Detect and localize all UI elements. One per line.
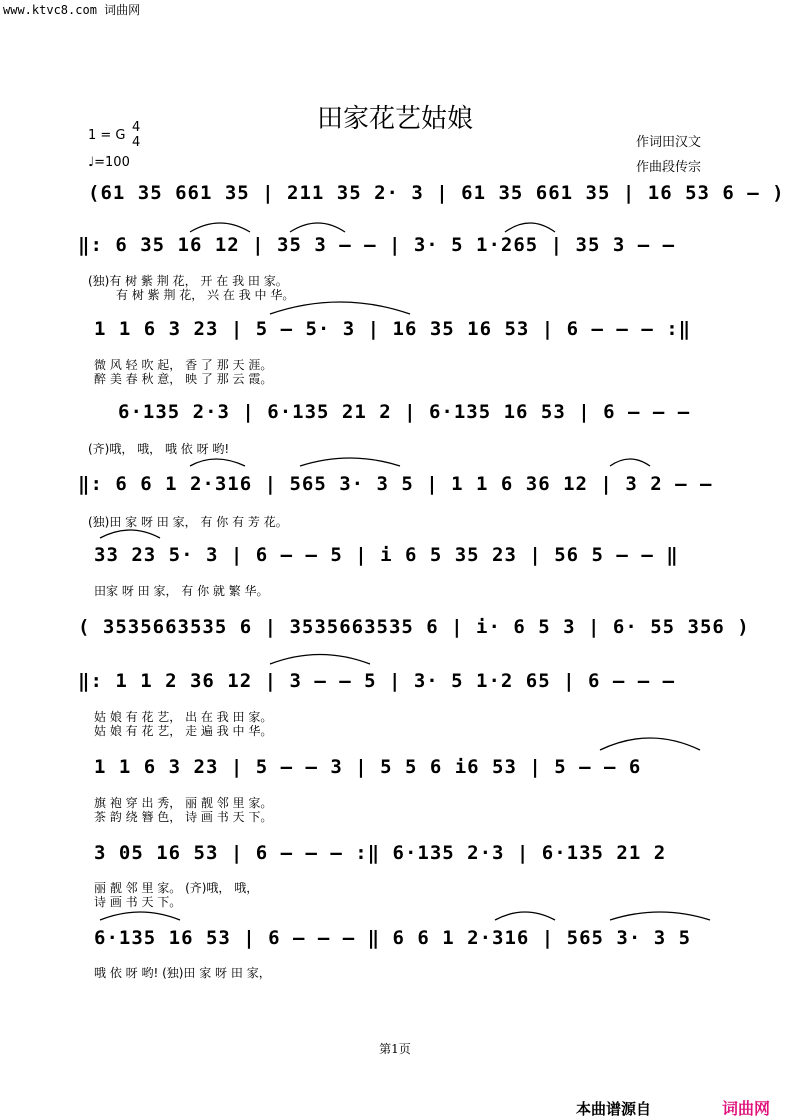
lyric-line: 醉 美 春 秋 意， 映 了 那 云 霞。 (94, 372, 273, 386)
lyric-line: 旗 袍 穿 出 秀， 丽 靓 邻 里 家。 (94, 796, 273, 810)
score-line: 1 1 6 3 23 | 5 – 5· 3 | 16 35 16 53 | 6 – – – :‖ (94, 318, 692, 340)
score-line: ( 3535663535 6 | 3535663535 6 | i· 6 5 3 | 6· 55 356 ) (78, 616, 750, 638)
lyric-line: (独)有 树 紫 荆 花， 开 在 我 田 家。 (88, 274, 288, 288)
slur-arc (100, 912, 180, 920)
lyric-line: (齐)哦， 哦， 哦 依 呀 哟! (88, 442, 230, 456)
lyric-line: 诗 画 书 天 下。 (94, 895, 182, 909)
slur-arc (100, 530, 160, 538)
score-line: (61 35 661 35 | 211 35 2· 3 | 61 35 661 35 | 16 53 6 – ) (88, 182, 785, 204)
score-line: ‖: 6 35 16 12 | 35 3 – – | 3· 5 1·265 | 35 3 – – (78, 234, 676, 256)
lyric-line: 丽 靓 邻 里 家。 (齐)哦， 哦， (94, 881, 259, 895)
score-line: ‖: 1 1 2 36 12 | 3 – – 5 | 3· 5 1·2 65 | 6 – – – (78, 670, 676, 692)
lyric-line: 哦 依 呀 哟! (独)田 家 呀 田 家， (94, 966, 271, 980)
lyric-line: 姑 娘 有 花 艺， 走 遍 我 中 华。 (94, 724, 273, 738)
slur-arc (190, 459, 245, 466)
slur-arc (300, 458, 400, 466)
meter-bottom: 4 (132, 135, 141, 150)
source-label: 本曲谱源自 (576, 1100, 652, 1118)
slur-arc (505, 223, 555, 232)
slur-arc (270, 655, 370, 665)
slur-arc (610, 459, 650, 466)
page-number: 第1页 (379, 1042, 411, 1056)
score-line: 1 1 6 3 23 | 5 – – 3 | 5 5 6 i6 53 | 5 – – 6 (94, 756, 642, 778)
song-title: 田家花艺姑娘 (316, 104, 473, 134)
slur-arc (290, 223, 345, 232)
meter-top: 4 (132, 120, 141, 135)
lyric-line: (独)田 家 呀 田 家， 有 你 有 芳 花。 (88, 515, 288, 529)
site-watermark: www.ktvc8.com 词曲网 (3, 3, 141, 17)
composer-credit: 作曲段传宗 (636, 160, 702, 175)
lyric-line: 有 树 紫 荆 花， 兴 在 我 中 华。 (116, 288, 295, 302)
score-line: 6·135 2·3 | 6·135 21 2 | 6·135 16 53 | 6 – – – (118, 401, 691, 423)
lyric-line: 田家 呀 田 家， 有 你 就 繁 华。 (94, 584, 269, 598)
tempo-mark: ♩=100 (88, 155, 130, 170)
score-line: 6·135 16 53 | 6 – – – ‖ 6 6 1 2·316 | 565 3· 3 5 (94, 927, 692, 949)
slur-arc (600, 738, 700, 750)
slur-arc (190, 223, 250, 232)
score-line: 3 05 16 53 | 6 – – – :‖ 6·135 2·3 | 6·135 21 2 (94, 842, 667, 864)
lyric-line: 姑 娘 有 花 艺， 出 在 我 田 家。 (94, 710, 273, 724)
score-line: ‖: 6 6 1 2·316 | 565 3· 3 5 | 1 1 6 36 12 | 3 2 – – (78, 473, 713, 495)
lyric-line: 茶 韵 绕 簪 色， 诗 画 书 天 下。 (94, 810, 273, 824)
lyric-line: 微 风 轻 吹 起， 香 了 那 天 涯。 (94, 358, 273, 372)
lyricist-credit: 作词田汉文 (636, 135, 702, 150)
score-line: 33 23 5· 3 | 6 – – 5 | i 6 5 35 23 | 56 5 – – ‖ (94, 544, 679, 566)
slur-arc (495, 912, 555, 920)
key-signature: 1 = G (88, 128, 126, 143)
slur-arc (610, 912, 710, 920)
slur-arc (270, 302, 410, 314)
site-logo[interactable]: 词曲网 (722, 1099, 771, 1118)
